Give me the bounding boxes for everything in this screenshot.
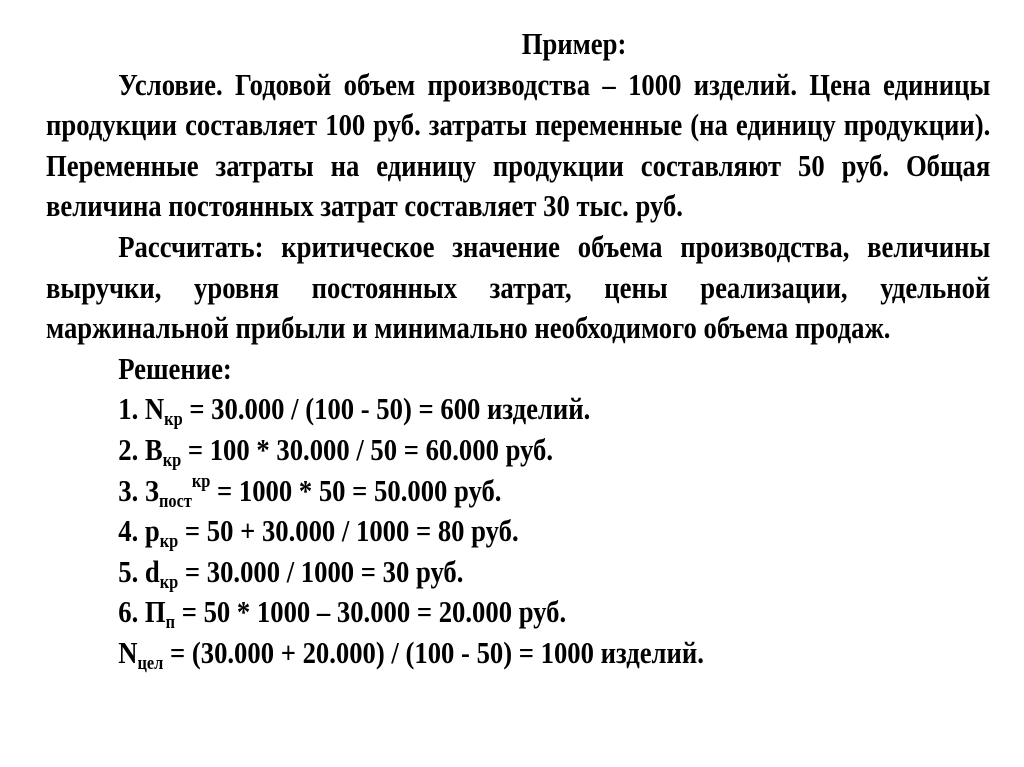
task-paragraph: Рассчитать: критическое значение объема производства, величины выручки, уровня постоянных затрат, цены реализации, удельной маржинальной прибыли и минимально необходимого объема продаж.	[46, 228, 991, 346]
step-formula: = 1000 * 50 = 50.000 руб.	[210, 472, 502, 508]
step-subscript: кр	[159, 571, 179, 593]
step-formula: = 50 + 30.000 / 1000 = 80 руб.	[178, 513, 519, 549]
step-formula: = (30.000 + 20.000) / (100 - 50) = 1000 изделий.	[163, 634, 704, 670]
step-symbol: 5. d	[118, 553, 160, 589]
solution-title: Решение:	[118, 350, 232, 386]
step-symbol: N	[118, 634, 138, 670]
solution-step-3	[46, 471, 990, 512]
step-symbol: 4. р	[118, 513, 160, 549]
step-formula: = 30.000 / (100 - 50) = 600 изделий.	[182, 391, 591, 427]
solution-step-7	[46, 633, 990, 674]
slide-content	[46, 24, 990, 674]
step-symbol: 6. П	[118, 594, 166, 630]
step-formula: = 100 * 30.000 / 50 = 60.000 руб.	[181, 431, 554, 467]
step-superscript: кр	[191, 470, 211, 492]
step-symbol: 1. N	[118, 391, 165, 427]
step-formula: = 50 * 1000 – 30.000 = 20.000 руб.	[175, 594, 567, 630]
step-symbol: 2. В	[118, 431, 163, 467]
step-subscript: цел	[137, 652, 164, 674]
solution-step-2	[46, 430, 990, 471]
step-symbol: 3. З	[118, 472, 159, 508]
page-title: Пример:	[521, 26, 627, 61]
step-subscript: кр	[162, 449, 182, 471]
step-subscript: кр	[159, 531, 179, 553]
step-formula: = 30.000 / 1000 = 30 руб.	[178, 553, 464, 589]
solution-step-4	[46, 511, 990, 552]
condition-paragraph: Условие. Годовой объем производства – 1000 изделий. Цена единицы продукции составляет 100 руб. затраты переменные (на единицу продукции). Переменные затраты на единицу продукции составляют 50 руб. Общая величина постоянных затрат составляет 30 тыс. руб.	[46, 66, 991, 224]
solution-step-5	[46, 552, 990, 593]
step-subscript: кр	[164, 409, 183, 431]
solution-step-1	[46, 389, 990, 430]
solution-step-6	[46, 592, 990, 633]
step-subscript: п	[165, 612, 176, 634]
step-subscript: пост	[158, 490, 192, 512]
